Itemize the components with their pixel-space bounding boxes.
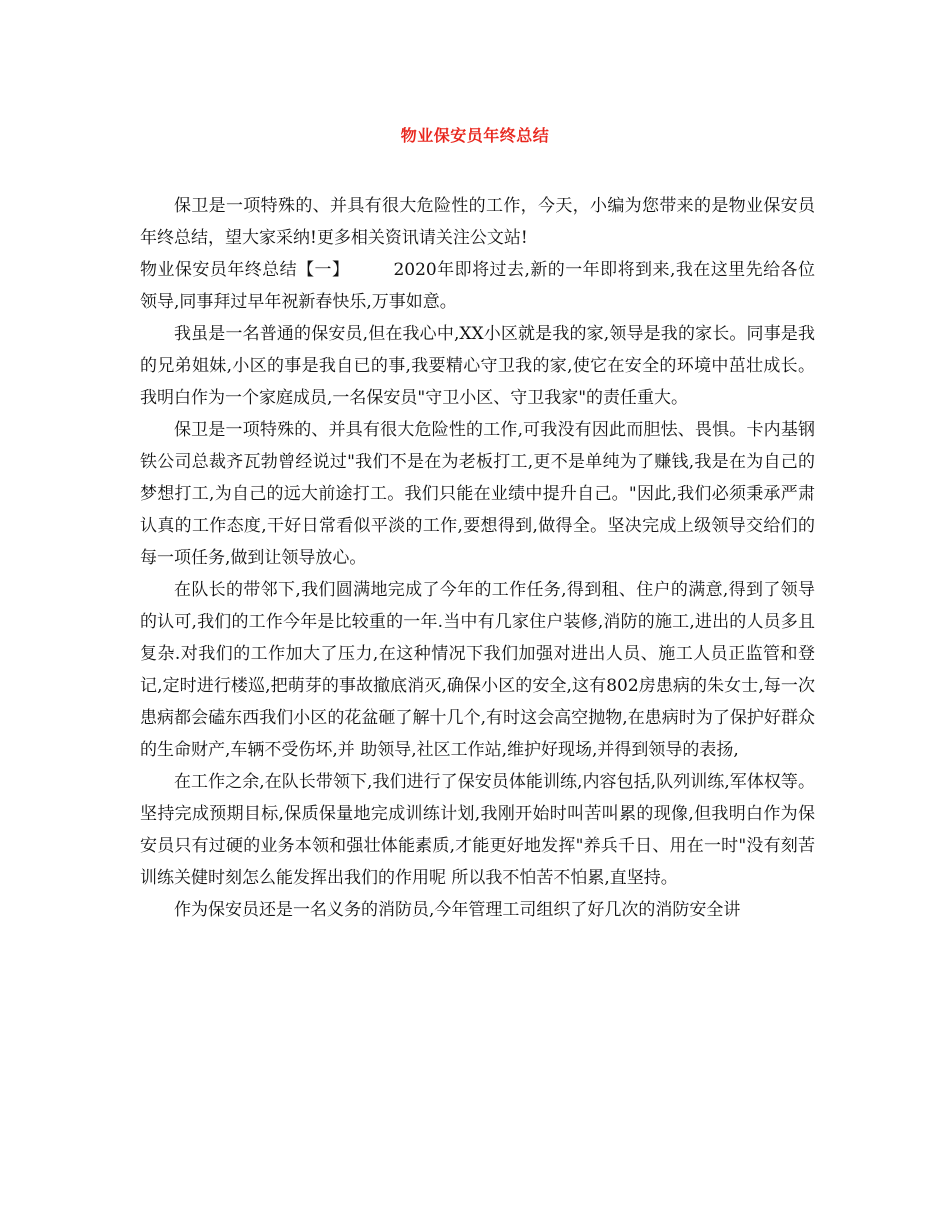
body-paragraph: 我虽是一名普通的保安员,但在我心中,XX小区就是我的家,领导是我的家长。同事是我的兄弟姐妹,小区的事是我自已的事,我要精心守卫我的家,使它在安全的环境中茁壮成长。我明白作为一个家庭成员,一名保安员"守卫小区、守卫我家"的责任重大。 (140, 324, 815, 408)
section-opening-text: 2020年即将过去,新的一年即将到来,我在这里先给各位领导,同事拜过早年祝新春快乐,万事如意。 (140, 260, 816, 312)
body-paragraph: 保卫是一项特殊的、并具有很大危险性的工作,可我没有因此而胆怯、畏惧。卡内基钢铁公司总裁齐瓦勃曾经说过"我们不是在为老板打工,更不是单纯为了赚钱,我是在为自己的梦想打工,为自己的远大前途打工。我们只能在业绩中提升自己。"因此,我们必须秉承严肃认真的工作态度,干好日常看似平淡的工作,要想得到,做得全。坚决完成上级领导交给们的每一项任务,做到让领导放心。 (140, 420, 815, 568)
section-one-paragraph (140, 254, 815, 318)
body-paragraph: 在队长的带邻下,我们圆满地完成了今年的工作任务,得到租、住户的满意,得到了领导的认可,我们的工作今年是比较重的一年.当中有几家住户装修,消防的施工,进出的人员多且复杂.对我们的工作加大了压力,在这种情况下我们加强对进出人员、施工人员正监管和登记,定时进行楼巡,把萌芽的事故撤底消灭,确保小区的安全,这有802房患病的朱女士,每一次患病都会磕东西我们小区的花盆砸了解十几个,有时这会高空抛物,在患病时为了保护好群众的生命财产,车辆不受伤坏,并 助领导,社区工作站,维护好现场,并得到领导的表扬, (140, 580, 815, 760)
body-paragraph: 在工作之余,在队长带领下,我们进行了保安员体能训练,内容包括,队列训练,军体权等。坚持完成预期目标,保质保量地完成训练计划,我刚开始时叫苦叫累的现像,但我明白作为保安员只有过硬的业务本领和强壮体能素质,才能更好地发挥"养兵千日、用在一时"没有刻苦训练关健时刻怎么能发挥出我们的作用呢 所以我不怕苦不怕累,直坚持。 (140, 772, 815, 888)
document-title: 物业保安员年终总结 (400, 126, 550, 145)
intro-paragraph: 保卫是一项特殊的、并具有很大危险性的工作，今天，小编为您带来的是物业保安员年终总结，望大家采纳!更多相关资讯请关注公文站! (140, 196, 815, 248)
section-heading: 物业保安员年终总结【一】 (140, 260, 350, 280)
body-paragraph: 作为保安员还是一名义务的消防员,今年管理工司组织了好几次的消防安全讲 (174, 900, 741, 920)
document-body (140, 190, 815, 926)
